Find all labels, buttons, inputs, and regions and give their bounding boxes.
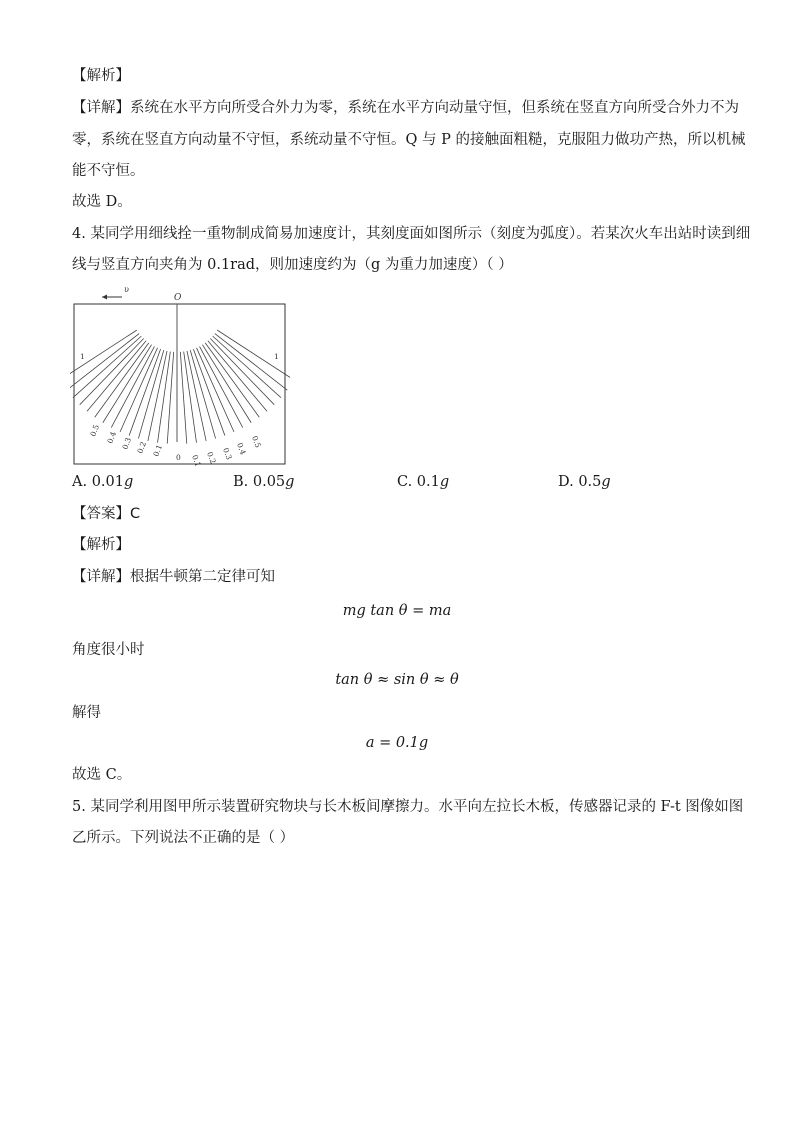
option-a: A. 0.01g xyxy=(72,474,134,490)
analysis-heading-2: 【解析】 xyxy=(72,537,130,553)
detail-paragraph-line-3: 能不守恒。 xyxy=(72,163,145,179)
scale-labels xyxy=(80,352,279,468)
scale-label-left: 0.3 xyxy=(120,436,133,451)
analysis-heading: 【解析】 xyxy=(72,68,130,84)
question-4-line-2: 线与竖直方向夹角为 0.1rad，则加速度约为（g 为重力加速度）（ ） xyxy=(72,257,513,273)
scale-tick xyxy=(120,348,157,432)
question-4-line-1: 4. 某同学用细线拴一重物制成简易加速度计，其刻度面如图所示（刻度为弧度）。若某次火车出站时读到细 xyxy=(72,226,751,242)
scale-label-right: 0.4 xyxy=(235,441,248,456)
scale-label-left: 1 xyxy=(80,352,85,361)
scale-label-left: 0.5 xyxy=(88,423,101,438)
solve-line: 解得 xyxy=(72,705,101,721)
answer-line: 【答案】C xyxy=(72,506,141,522)
option-c: C. 0.1g xyxy=(397,474,450,490)
small-angle-line: 角度很小时 xyxy=(72,642,145,658)
scale-tick xyxy=(80,339,144,405)
scale-tick xyxy=(111,346,154,427)
accelerometer-figure xyxy=(70,282,290,468)
scale-tick xyxy=(129,349,160,435)
scale-tick xyxy=(200,346,243,427)
detail-paragraph-line-2: 零，系统在竖直方向动量不守恒，系统动量不守恒。Q 与 P 的接触面粗糙，克服阻力做功产热，所以机械 xyxy=(72,132,746,148)
equation-approximation: tan θ ≈ sin θ ≈ θ xyxy=(335,672,459,688)
scale-label-right: 1 xyxy=(274,352,279,361)
conclusion-line: 故选 D。 xyxy=(72,194,132,210)
option-b: B. 0.05g xyxy=(233,474,295,490)
scale-label-left: 0 xyxy=(176,453,181,462)
equation-newton: mg tan θ = ma xyxy=(342,603,452,619)
detail-line: 【详解】根据牛顿第二定律可知 xyxy=(72,569,275,585)
scale-label-right: 0.2 xyxy=(205,450,218,465)
arrow-head-icon xyxy=(102,295,107,300)
option-d: D. 0.5g xyxy=(558,474,611,490)
detail-paragraph-line-1: 【详解】系统在水平方向所受合外力为零，系统在水平方向动量守恒，但系统在竖直方向所受合外力不为 xyxy=(72,100,739,116)
velocity-label: υ xyxy=(124,285,129,294)
scale-label-right: 0.1 xyxy=(190,453,203,468)
scale-tick xyxy=(197,348,234,432)
question-5-line-1: 5. 某同学利用图甲所示装置研究物块与长木板间摩擦力。水平向左拉长木板，传感器记录的 F-t 图像如图 xyxy=(72,799,744,815)
scale-label-left: 0.4 xyxy=(105,430,118,445)
question-5-line-2: 乙所示。下列说法不正确的是（ ） xyxy=(72,830,295,846)
scale-label-left: 0.2 xyxy=(135,440,148,455)
scale-label-right: 0.3 xyxy=(221,446,234,461)
scale-label-right: 0.5 xyxy=(250,434,263,449)
scale-label-left: 0.1 xyxy=(151,443,164,458)
scale-ticks xyxy=(70,330,290,444)
equation-result: a = 0.1g xyxy=(365,735,429,751)
scale-tick xyxy=(193,349,224,435)
pivot-label: O xyxy=(174,293,182,303)
conclusion-line-2: 故选 C。 xyxy=(72,767,132,783)
scale-tick xyxy=(210,339,274,405)
